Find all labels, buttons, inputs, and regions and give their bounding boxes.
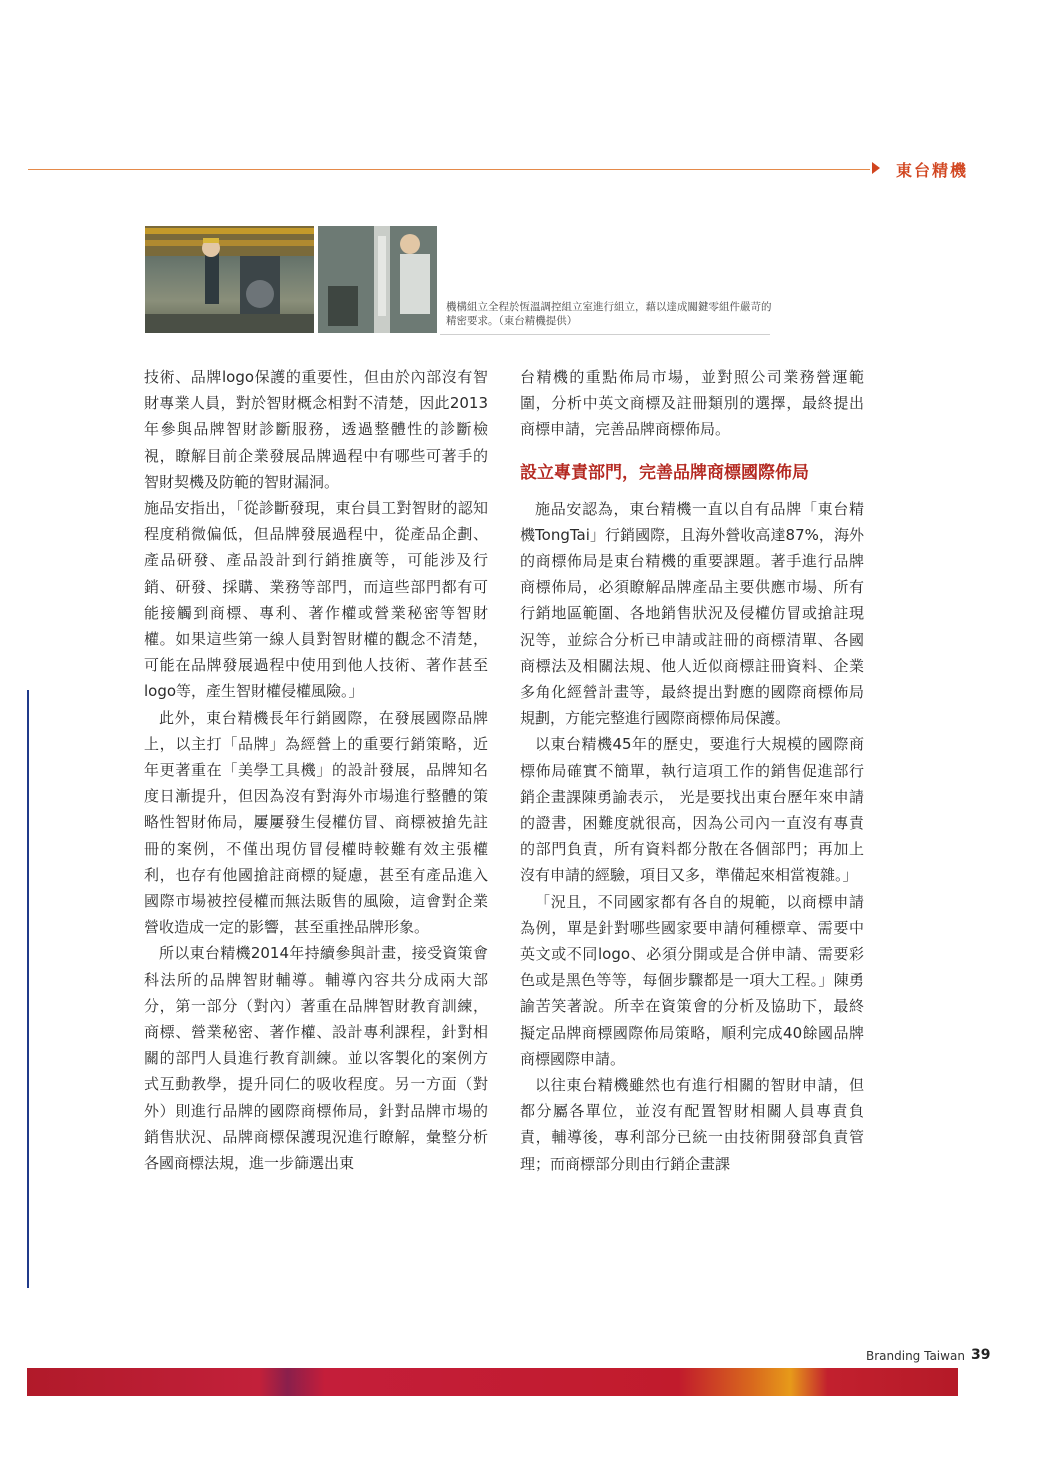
caption-rule <box>440 334 770 335</box>
right-paragraph-4: 以往東台精機雖然也有進行相關的智財申請，但都分屬各單位，並沒有配置智財相關人員專責負責，輔導後，專利部分已統一由技術開發部負責管理；而商標部分則由行銷企畫課 <box>520 1076 864 1173</box>
page-number: 39 <box>971 1347 991 1363</box>
left-paragraph-4: 所以東台精機2014年持續參與計畫，接受資策會科法所的品牌智財輔導。輔導內容共分成兩大部分，第一部分（對內）著重在品牌智財教育訓練，商標、營業秘密、著作權、設計專利課程，針對相關的部門人員進行教育訓練。並以客製化的案例方式互動教學，提升同仁的吸收程度。另一方面（對外）則進行品牌的國際商標佈局，針對品牌市場的銷售狀況、品牌商標保護現況進行瞭解，彙整分析各國商標法規，進一步篩選出東 <box>144 944 488 1173</box>
photo-1-floor <box>145 314 314 333</box>
publication-name: Branding Taiwan <box>866 1349 965 1363</box>
left-paragraph-1: 技術、品牌logo保護的重要性，但由於內部沒有智財專業人員，對於智財概念相對不清楚，因此2013年參與品牌智財診斷服務，透過整體性的診斷檢視，瞭解目前企業發展品牌過程中有哪些可著手的智財契機及防範的智財漏洞。 <box>144 368 488 491</box>
left-column <box>144 364 488 1176</box>
bottom-decorative-band <box>27 1368 958 1396</box>
left-paragraph-3: 此外，東台精機長年行銷國際，在發展國際品牌上，以主打「品牌」為經營上的重要行銷策略，近年更著重在「美學工具機」的設計發展，品牌知名度日漸提升，但因為沒有對海外市場進行整體的策略性智財佈局，屢屢發生侵權仿冒、商標被搶先註冊的案例，不僅出現仿冒侵權時較難有效主張權利，也存有他國搶註商標的疑慮，甚至有產品進入國際市場被控侵權而無法販售的風險，這會對企業營收造成一定的影響，甚至重挫品牌形象。 <box>144 708 488 937</box>
photo-1-spindle <box>246 280 274 308</box>
photo-machine-assembly-left <box>145 226 314 333</box>
photo-caption: 機構組立全程於恆溫調控組立室進行組立，藉以達成關鍵零組件嚴苛的精密要求。（東台精機提供） <box>446 301 772 327</box>
photo-2-fixture <box>328 286 358 326</box>
right-paragraph-1: 施品安認為，東台精機一直以自有品牌「東台精機TongTai」行銷國際，且海外營收高達87%，海外的商標佈局是東台精機的重要課題。著手進行品牌商標佈局，必須瞭解品牌產品主要供應市場、所有行銷地區範圍、各地銷售狀況及侵權仿冒或搶註現況等，並綜合分析已申請或註冊的商標清單、各國商標法及相關法規、他人近似商標註冊資料、企業多角化經營計畫等，最終提出對應的國際商標佈局規劃，方能完整進行國際商標佈局保護。 <box>520 499 864 728</box>
right-column <box>520 364 864 1177</box>
right-paragraph-2: 以東台精機45年的歷史，要進行大規模的國際商標佈局確實不簡單，執行這項工作的銷售促進部行銷企畫課陳勇諭表示， 光是要找出東台歷年來申請的證書，困難度就很高，因為公司內一直沒有專責的部門負責，所有資料都分散在各個部門；再加上沒有申請的經驗，項目又多，準備起來相當複雜。」 <box>520 735 864 885</box>
right-paragraph-3: 「況且，不同國家都有各自的規範，以商標申請為例，單是針對哪些國家要申請何種標章、需要中英文或不同logo、必須分開或是合併申請、需要彩色或是黑色等等，每個步驟都是一項大工程。」陳勇諭苦笑著說。所幸在資策會的分析及協助下，最終擬定品牌商標國際佈局策略，順利完成40餘國品牌商標國際申請。 <box>520 892 864 1068</box>
left-paragraph-2: 施品安指出，「從診斷發現，東台員工對智財的認知程度稍微偏低，但品牌發展過程中，從產品企劃、產品研發、產品設計到行銷推廣等，可能涉及行銷、研發、採購、業務等部門，而這些部門都有可能接觸到商標、專利、著作權或營業秘密等智財權。如果這些第一線人員對智財權的觀念不清楚，可能在品牌發展過程中使用到他人技術、著作甚至logo等，產生智財權侵權風險。」 <box>144 499 488 701</box>
header-arrow-icon <box>872 162 880 174</box>
photo-1-shelf-parts-2 <box>145 240 314 246</box>
left-margin-bar <box>27 690 29 1288</box>
section-heading: 設立專責部門，完善品牌商標國際佈局 <box>520 462 809 483</box>
photo-machine-assembly-right <box>318 226 437 333</box>
header-rule <box>28 169 870 170</box>
photo-2-shaft-highlight <box>378 236 386 316</box>
section-label: 東台精機 <box>896 161 969 180</box>
photo-2-illustration <box>318 226 437 333</box>
photo-1-shelf-parts <box>145 228 314 234</box>
photo-2-worker-head <box>400 234 420 254</box>
photo-1-worker-cap <box>203 238 219 243</box>
photo-1-illustration <box>145 226 314 333</box>
right-intro-paragraph: 台精機的重點佈局市場，並對照公司業務營運範圍，分析中英文商標及註冊類別的選擇，最終提出商標申請，完善品牌商標佈局。 <box>520 368 864 439</box>
photo-2-worker <box>400 254 430 314</box>
